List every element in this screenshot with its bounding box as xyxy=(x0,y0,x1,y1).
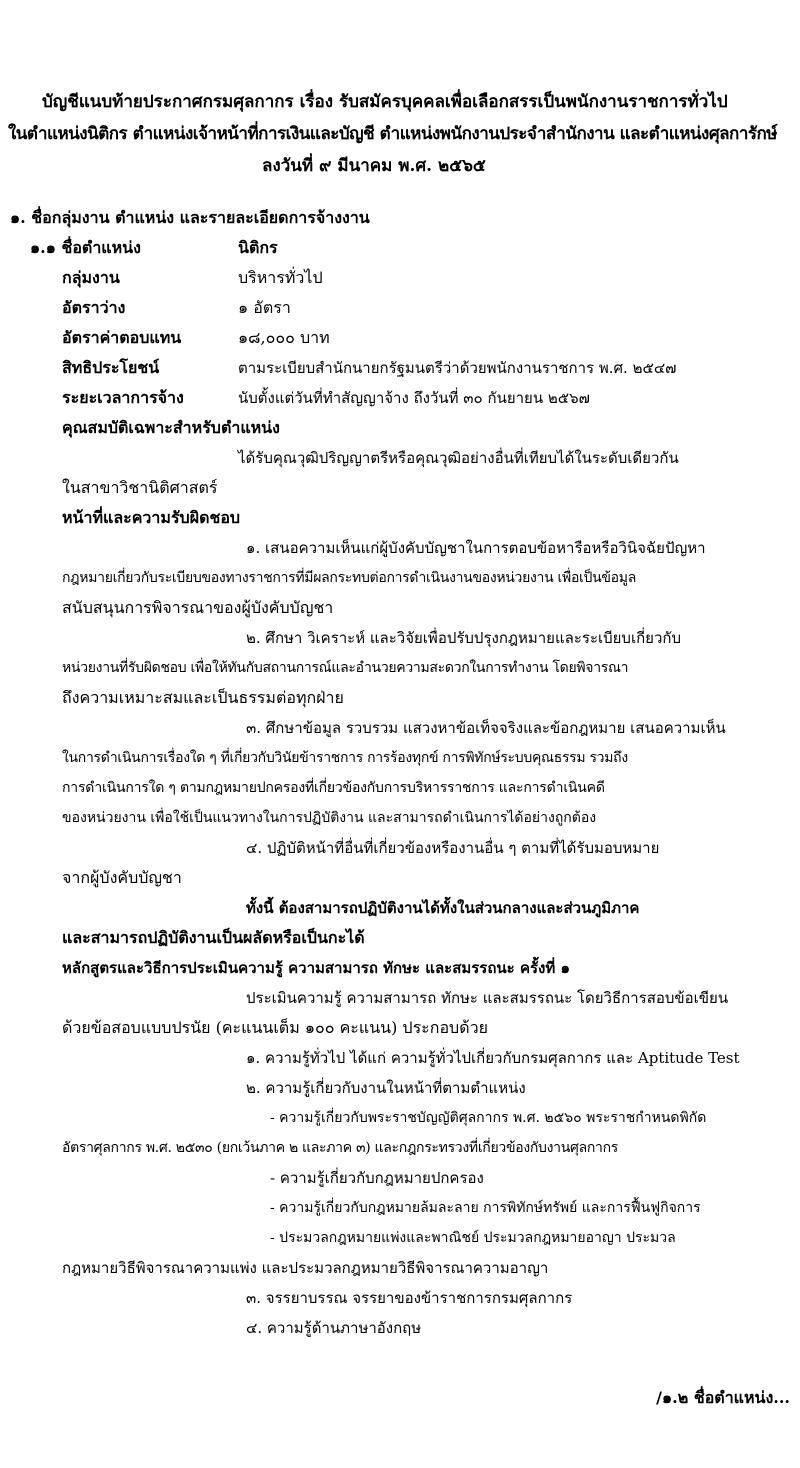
assessment-heading: หลักสูตรและวิธีการประเมินความรู้ ความสามารถ ทักษะ และสมรรถนะ ครั้งที่ ๑ xyxy=(62,959,571,977)
assessment-text: ประเมินความรู้ ความสามารถ ทักษะ และสมรรถนะ โดยวิธีการสอบข้อเขียน xyxy=(246,989,729,1007)
row-value: ๑๘,๐๐๐ บาท xyxy=(238,328,330,347)
position-label: ๑.๑ ชื่อตำแหน่ง xyxy=(30,238,141,257)
position-value: นิติกร xyxy=(238,238,278,257)
duty-text: ๔. ปฏิบัติหน้าที่อื่นที่เกี่ยวข้องหรืองานอื่น ๆ ตามที่ได้รับมอบหมาย xyxy=(246,839,660,857)
row-label: อัตราค่าตอบแทน xyxy=(62,328,182,347)
assessment-subitem: - ความรู้เกี่ยวกับพระราชบัญญัติศุลกากร พ.ศ. ๒๕๖๐ พระราชกำหนดพิกัด xyxy=(270,1110,707,1126)
continuation-marker: /๑.๒ ชื่อตำแหน่ง... xyxy=(656,1388,790,1407)
assessment-text: ด้วยข้อสอบแบบปรนัย (คะแนนเต็ม ๑๐๐ คะแนน) ประกอบด้วย xyxy=(62,1018,488,1037)
assessment-subitem: - ความรู้เกี่ยวกับกฎหมายปกครอง xyxy=(270,1169,484,1187)
duty-text: ในการดำเนินการเรื่องใด ๆ ที่เกี่ยวกับวินัยข้าราชการ การร้องทุกข์ การพิทักษ์ระบบคุณธรรม รวมถึง xyxy=(62,750,628,766)
duty-text: การดำเนินการใด ๆ ตามกฎหมายปกครองที่เกี่ยวข้องกับการบริหารราชการ และการดำเนินคดี xyxy=(62,780,605,796)
qualification-text: ได้รับคุณวุฒิปริญญาตรีหรือคุณวุฒิอย่างอื่นที่เทียบได้ในระดับเดียวกัน xyxy=(238,449,679,467)
row-value: นับตั้งแต่วันที่ทำสัญญาจ้าง ถึงวันที่ ๓๐ กันยายน ๒๕๖๗ xyxy=(238,389,590,407)
assessment-subitem: กฎหมายวิธีพิจารณาความแพ่ง และประมวลกฎหมายวิธีพิจารณาความอาญา xyxy=(62,1259,549,1277)
duty-text: สนับสนุนการพิจารณาของผู้บังคับบัญชา xyxy=(62,598,334,617)
header-line-2: ในตำแหน่งนิติกร ตำแหน่งเจ้าหน้าที่การเงินและบัญชี ตำแหน่งพนักงานประจำสำนักงาน และตำแหน่งศุลการักษ์ xyxy=(8,124,777,144)
duty-text: ๒. ศึกษา วิเคราะห์ และวิจัยเพื่อปรับปรุงกฎหมายและระเบียบเกี่ยวกับ xyxy=(246,629,681,647)
duty-heading: หน้าที่และความรับผิดชอบ xyxy=(62,508,241,527)
row-label: อัตราว่าง xyxy=(62,298,126,317)
assessment-item: ๑. ความรู้ทั่วไป ได้แก่ ความรู้ทั่วไปเกี่ยวกับกรมศุลกากร และ Aptitude Test xyxy=(246,1049,740,1067)
assessment-item: ๔. ความรู้ด้านภาษาอังกฤษ xyxy=(246,1319,422,1337)
header-line-1: บัญชีแนบท้ายประกาศกรมศุลกากร เรื่อง รับสมัครบุคคลเพื่อเลือกสรรเป็นพนักงานราชการทั่วไป xyxy=(42,92,728,112)
duty-text: ๑. เสนอความเห็นแก่ผู้บังคับบัญชาในการตอบข้อหารือหรือวินิจฉัยปัญหา xyxy=(246,539,706,557)
note-text: ทั้งนี้ ต้องสามารถปฏิบัติงานได้ทั้งในส่วนกลางและส่วนภูมิภาค xyxy=(246,899,640,917)
note-text: และสามารถปฏิบัติงานเป็นผลัดหรือเป็นกะได้ xyxy=(62,928,365,947)
qualification-text: ในสาขาวิชานิติศาสตร์ xyxy=(62,478,218,497)
duty-text: หน่วยงานที่รับผิดชอบ เพื่อให้ทันกับสถานการณ์และอำนวยความสะดวกในการทำงาน โดยพิจารณา xyxy=(62,660,629,676)
assessment-subitem: - ความรู้เกี่ยวกับกฎหมายล้มละลาย การพิทักษ์ทรัพย์ และการฟื้นฟูกิจการ xyxy=(270,1200,701,1216)
duty-text: จากผู้บังคับบัญชา xyxy=(62,868,182,887)
duty-text: ถึงความเหมาะสมและเป็นธรรมต่อทุกฝ่าย xyxy=(62,688,344,707)
row-value: ๑ อัตรา xyxy=(238,298,291,317)
assessment-item: ๓. จรรยาบรรณ จรรยาของข้าราชการกรมศุลกากร xyxy=(246,1289,573,1307)
duty-text: กฎหมายเกี่ยวกับระเบียบของทางราชการที่มีผลกระทบต่อการดำเนินงานของหน่วยงาน เพื่อเป็นข้อมูล xyxy=(62,570,636,586)
duty-text: ของหน่วยงาน เพื่อใช้เป็นแนวทางในการปฏิบัติงาน และสามารถดำเนินการได้อย่างถูกต้อง xyxy=(62,810,597,826)
header-line-3: ลงวันที่ ๙ มีนาคม พ.ศ. ๒๕๖๕ xyxy=(262,156,486,176)
qualification-heading: คุณสมบัติเฉพาะสำหรับตำแหน่ง xyxy=(62,418,280,437)
row-value: ตามระเบียบสำนักนายกรัฐมนตรีว่าด้วยพนักงานราชการ พ.ศ. ๒๕๔๗ xyxy=(238,359,677,377)
row-label: ระยะเวลาการจ้าง xyxy=(62,388,184,407)
assessment-subitem: อัตราศุลกากร พ.ศ. ๒๕๓๐ (ยกเว้นภาค ๒ และภาค ๓) และกฎกระทรวงที่เกี่ยวข้องกับงานศุลกากร xyxy=(62,1140,618,1156)
row-label: สิทธิประโยชน์ xyxy=(62,358,160,377)
duty-text: ๓. ศึกษาข้อมูล รวบรวม แสวงหาข้อเท็จจริงและข้อกฎหมาย เสนอความเห็น xyxy=(246,719,726,737)
assessment-subitem: - ประมวลกฎหมายแพ่งและพาณิชย์ ประมวลกฎหมายอาญา ประมวล xyxy=(270,1230,676,1246)
section-heading: ๑. ชื่อกลุ่มงาน ตำแหน่ง และรายละเอียดการจ้างงาน xyxy=(10,208,370,227)
row-label: กลุ่มงาน xyxy=(62,268,120,287)
assessment-item: ๒. ความรู้เกี่ยวกับงานในหน้าที่ตามตำแหน่ง xyxy=(246,1079,526,1097)
row-value: บริหารทั่วไป xyxy=(238,268,323,287)
